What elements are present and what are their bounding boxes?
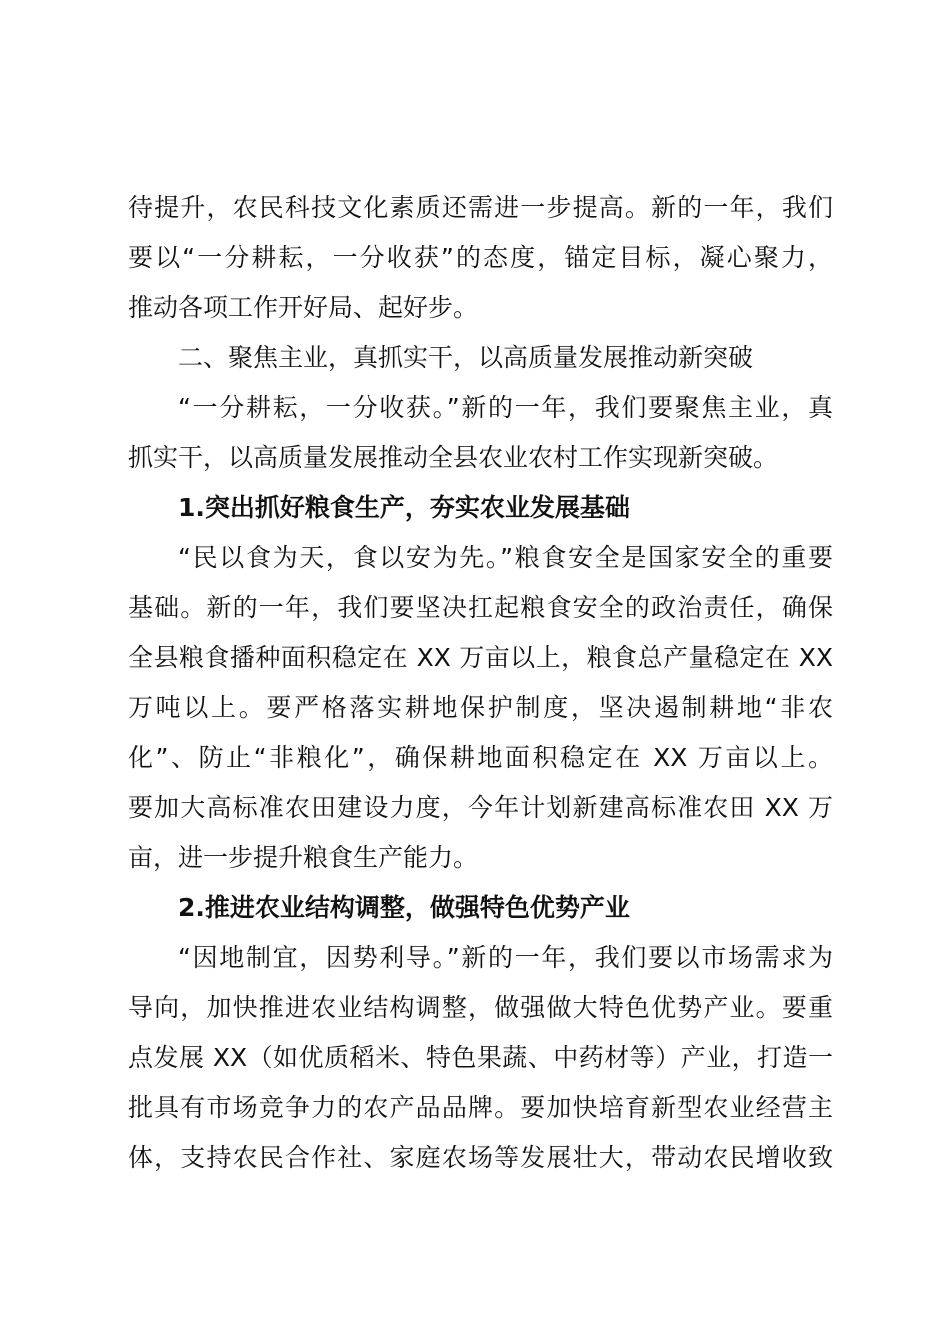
paragraph-line: “民以食为天，食以安为先。”粮食安全是国家安全的重要: [178, 543, 833, 572]
paragraph-4: [128, 933, 833, 1183]
subheading-grain-production: 1.突出抓好粮食生产，夯实农业发展基础: [178, 493, 630, 522]
paragraph-line: 推动各项工作开好局、起好步。: [128, 293, 479, 322]
paragraph-line: 要加大高标准农田建设力度，今年计划新建高标准农田 XX 万: [128, 793, 833, 822]
paragraph-2: [128, 383, 833, 483]
paragraph-line: 基础。新的一年，我们要坚决扛起粮食安全的政治责任，确保: [128, 593, 833, 622]
paragraph-3: [128, 533, 833, 883]
section-heading: 二、聚焦主业，真抓实干，以高质量发展推动新突破: [178, 343, 754, 372]
paragraph-1: [128, 183, 833, 333]
subheading-industry-structure: 2.推进农业结构调整，做强特色优势产业: [178, 893, 630, 922]
paragraph-line: 体，支持农民合作社、家庭农场等发展壮大，带动农民增收致: [128, 1143, 833, 1172]
paragraph-line: 亩，进一步提升粮食生产能力。: [128, 843, 479, 872]
paragraph-line: 批具有市场竞争力的农产品品牌。要加快培育新型农业经营主: [128, 1093, 833, 1122]
paragraph-line: 导向，加快推进农业结构调整，做强做大特色优势产业。要重: [128, 993, 833, 1022]
document-body: [128, 183, 833, 1183]
paragraph-line: 待提升，农民科技文化素质还需进一步提高。新的一年，我们: [128, 193, 833, 222]
paragraph-line: 点发展 XX（如优质稻米、特色果蔬、中药材等）产业，打造一: [128, 1043, 833, 1072]
paragraph-line: “一分耕耘，一分收获。”新的一年，我们要聚焦主业，真: [178, 393, 833, 422]
paragraph-line: “因地制宜，因势利导。”新的一年，我们要以市场需求为: [178, 943, 833, 972]
paragraph-line: 化”、防止“非粮化”，确保耕地面积稳定在 XX 万亩以上。: [128, 743, 833, 772]
paragraph-line: 万吨以上。要严格落实耕地保护制度，坚决遏制耕地“非农: [128, 693, 833, 722]
paragraph-line: 抓实干，以高质量发展推动全县农业农村工作实现新突破。: [128, 443, 779, 472]
paragraph-line: 全县粮食播种面积稳定在 XX 万亩以上，粮食总产量稳定在 XX: [128, 643, 833, 672]
paragraph-line: 要以“一分耕耘，一分收获”的态度，锚定目标，凝心聚力，: [128, 243, 833, 272]
